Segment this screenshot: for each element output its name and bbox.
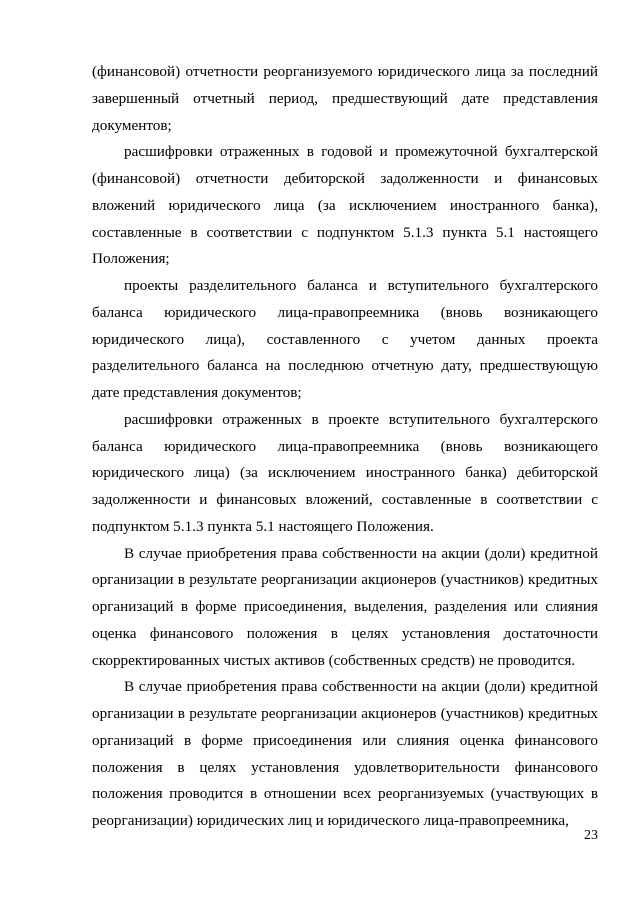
paragraph-3: проекты разделительного баланса и вступительного бухгалтерского баланса юридического лица-правопреемника (вновь возникающего юридического лица), составленного с учетом данных проекта разделительного баланса на последнюю отчетную дату, предшествующую дате представления документов;: [92, 277, 598, 401]
paragraph-2: расшифровки отраженных в годовой и промежуточной бухгалтерской (финансовой) отчетности дебиторской задолженности и финансовых вложений юридического лица (за исключением иностранного банка), составленные в соответствии с подпунктом 5.1.3 пункта 5.1 настоящего Положения;: [92, 143, 598, 268]
paragraph-5: В случае приобретения права собственности на акции (доли) кредитной организации в результате реорганизации акционеров (участников) кредитных организаций в форме присоединения, выделения, разделения или слияния оценка финансового положения в целях установления достаточности скорректированных чистых активов (собственных средств) не проводится.: [92, 544, 598, 669]
paragraph-4: расшифровки отраженных в проекте вступительного бухгалтерского баланса юридического лица-правопреемника (вновь возникающего юридического лица) (за исключением иностранного банка) дебиторской задолженности и финансовых вложений, составленные в соответствии с подпунктом 5.1.3 пункта 5.1 настоящего Положения.: [92, 410, 598, 535]
paragraph-1: (финансовой) отчетности реорганизуемого юридического лица за последний завершенный отчетный период, предшествующий дате представления документов;: [92, 63, 598, 134]
page-number: 23: [584, 828, 598, 843]
document-content: [92, 59, 598, 835]
paragraph-6: В случае приобретения права собственности на акции (доли) кредитной организации в результате реорганизации акционеров (участников) кредитных организаций в форме присоединения или слияния оценка финансового положения в целях установления удовлетворительности финансового положения проводится в отношении всех реорганизуемых (участвующих в реорганизации) юридических лиц и юридического лица-правопреемника,: [92, 678, 598, 829]
